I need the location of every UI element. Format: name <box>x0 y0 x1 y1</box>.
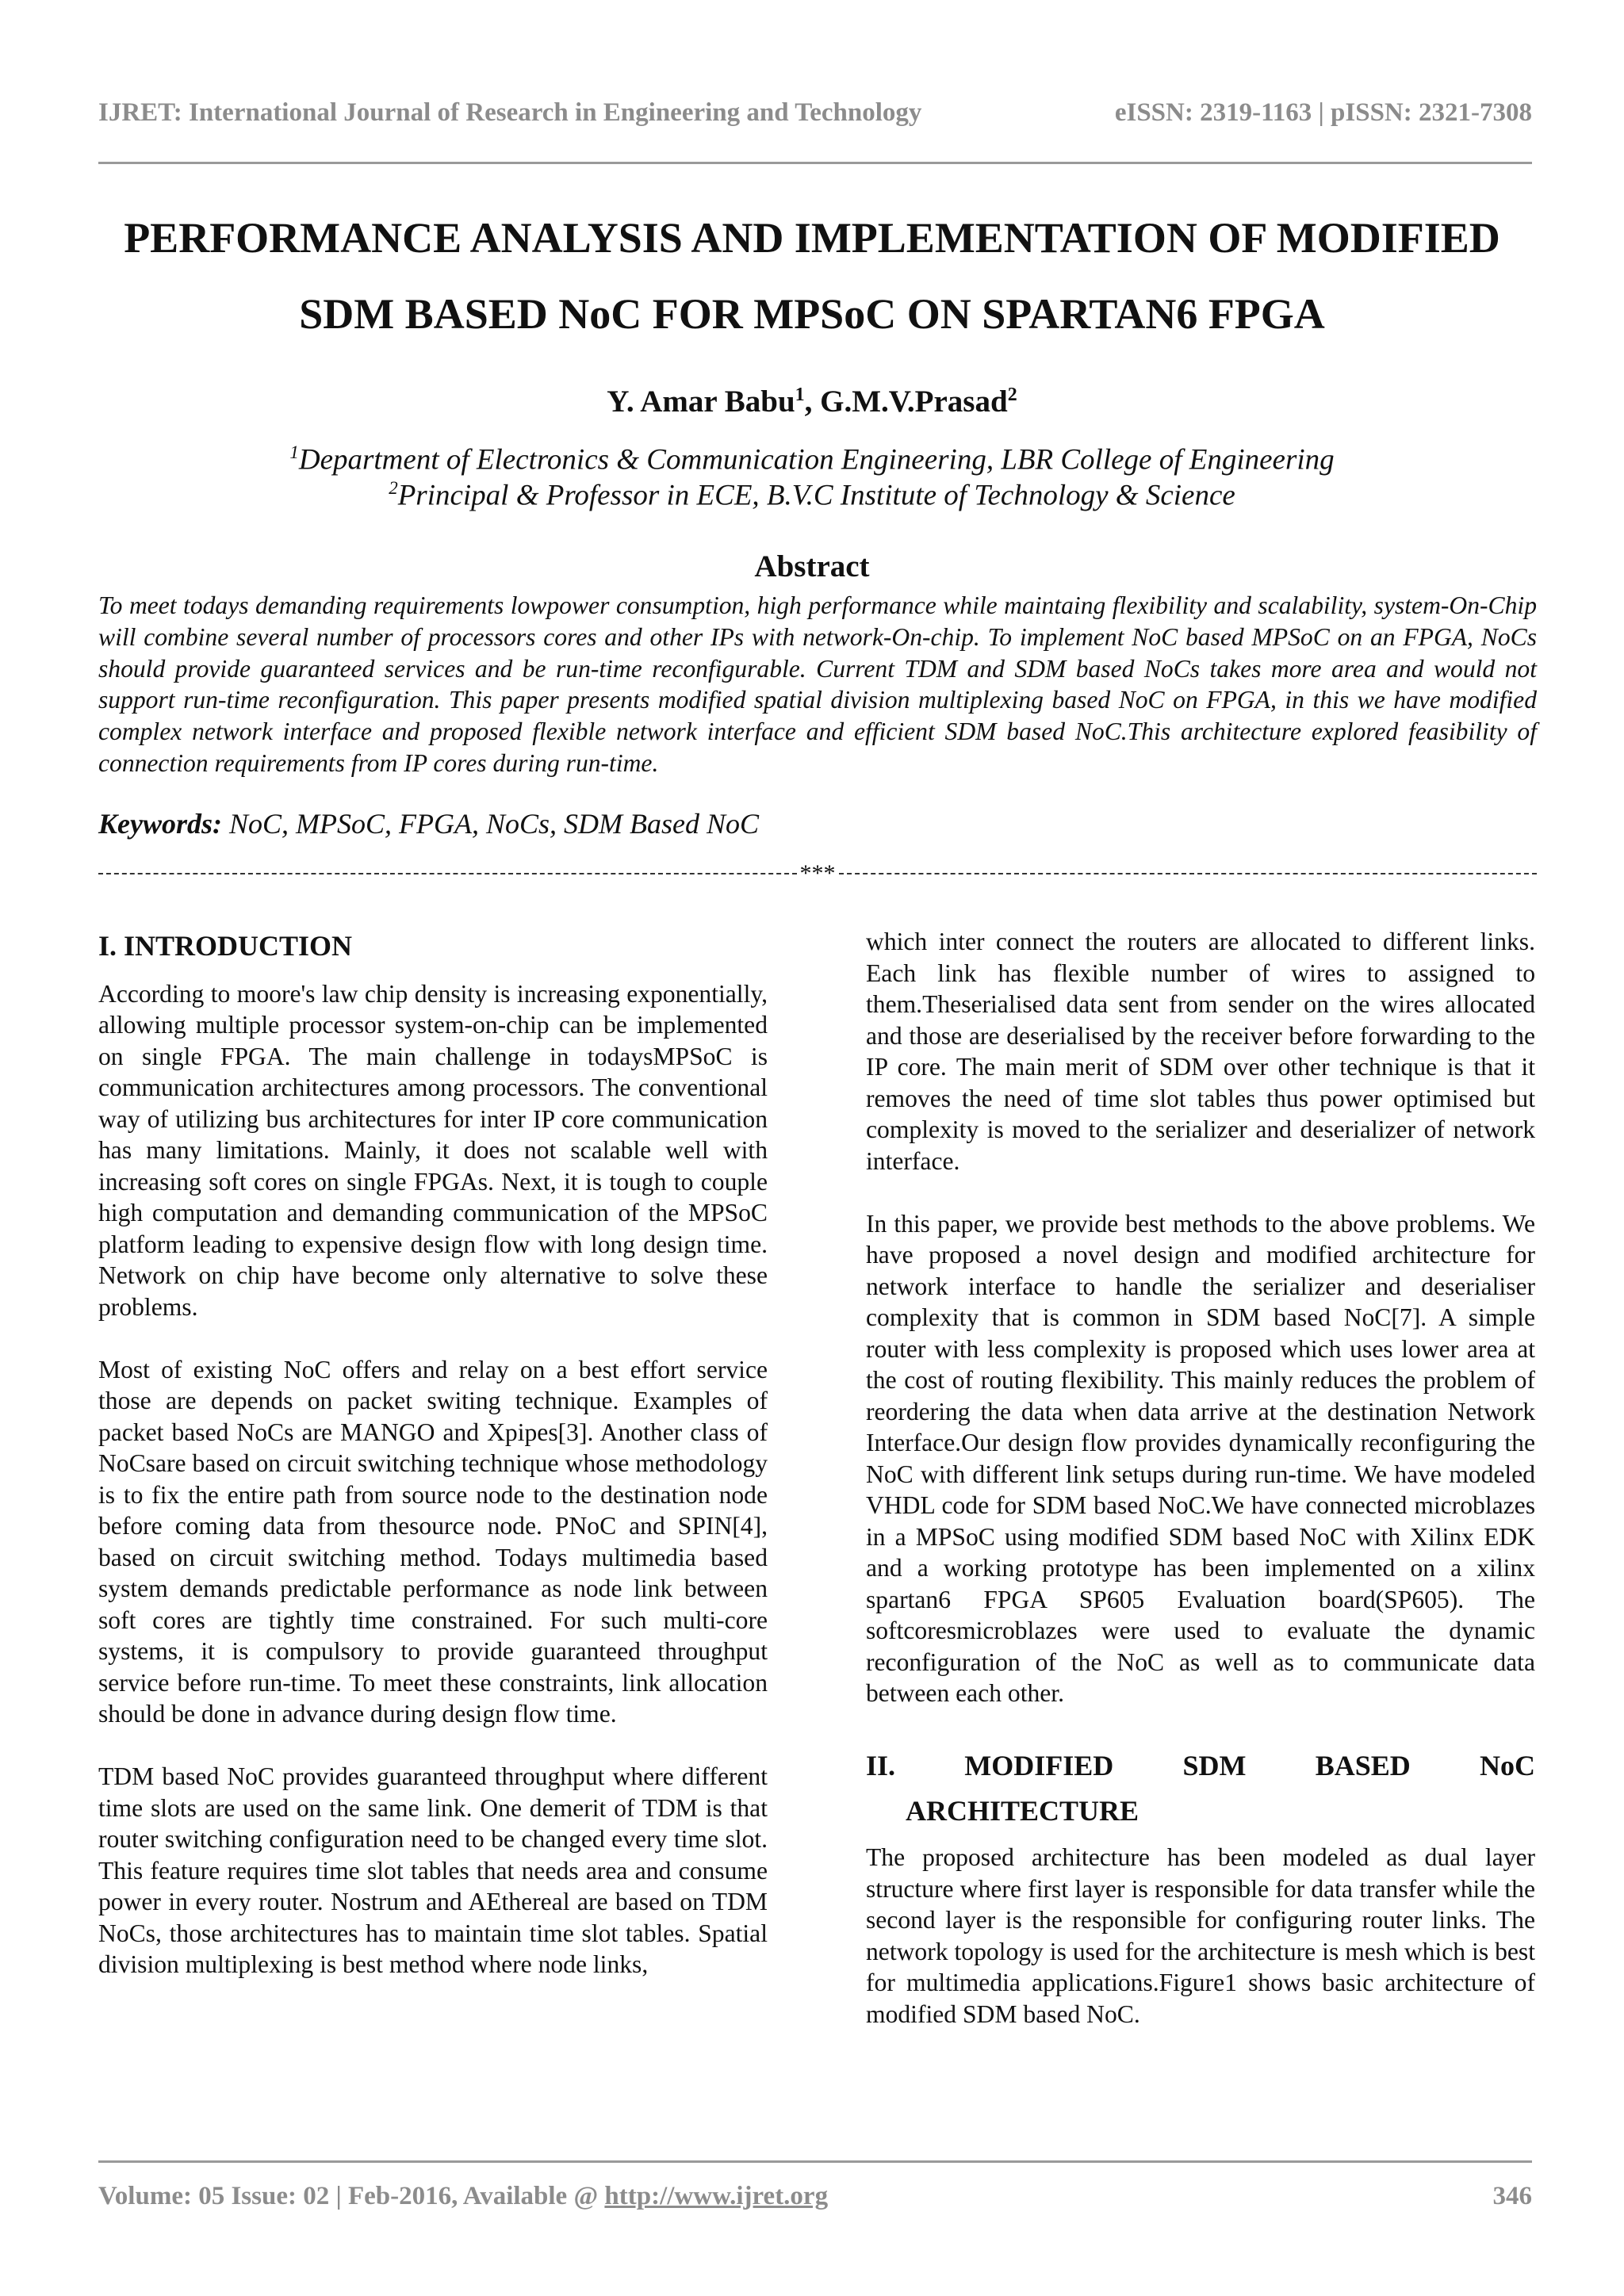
author-separator: , <box>804 385 821 419</box>
affiliation-1 <box>79 442 1545 476</box>
paper-title <box>79 200 1545 352</box>
affiliation-1-mark: 1 <box>289 442 299 462</box>
section-1-heading: I. INTRODUCTION <box>98 930 353 962</box>
author-list <box>79 384 1545 419</box>
section-2-paragraph-1: The proposed architecture has been modeled as dual layer structure where first layer is responsible for data transfer while the second layer is the responsible for configuring router links. The network topology is used for the architecture is mesh which is best for multimedia applications.Figure1 shows basic architecture of modified SDM based NoC. <box>866 1843 1535 2028</box>
affiliation-2 <box>79 478 1545 512</box>
right-column <box>866 926 1535 2061</box>
issn-header: eISSN: 2319-1163 | pISSN: 2321-7308 <box>1114 98 1532 127</box>
keywords-label: Keywords: <box>98 808 222 840</box>
abstract-body: To meet todays demanding requirements lowpower consumption, high performance while maintaing flexibility and scalability, system-On-Chip will combine several number of processors cores and other IPs with network-On-chip. To implement NoC based MPSoC on an FPGA, NoCs should provide guaranteed services and be run-time reconfigurable. Current TDM and SDM based NoCs takes more area and would not support run-time reconfiguration. This paper presents modified spatial division multiplexing based NoC on FPGA, in this we have modified complex network interface and proposed flexible network interface and efficient SDM based NoC.This architecture explored feasibility of connection requirements from IP cores during run-time. <box>98 591 1537 777</box>
affiliation-1-text: Department of Electronics & Communication Engineering, LBR College of Engineering <box>298 443 1335 476</box>
section-2-heading-line-2: ARCHITECTURE <box>906 1795 1139 1827</box>
separator-stars: *** <box>799 860 836 886</box>
affiliation-2-mark: 2 <box>389 478 398 498</box>
left-column <box>98 926 768 2011</box>
affiliation-2-text: Principal & Professor in ECE, B.V.C Institute of Technology & Science <box>397 479 1235 512</box>
separator-dash-right <box>839 873 1538 874</box>
section-2-heading-line-1: II. MODIFIED SDM BASED NoC <box>866 1750 1535 1781</box>
title-line-1: PERFORMANCE ANALYSIS AND IMPLEMENTATION OF MODIFIED <box>124 214 1500 262</box>
intro-paragraph-2: Most of existing NoC offers and relay on a best effort service those are depends on packet switing technique. Examples of packet based NoCs are MANGO and Xpipes[3]. Another class of NoCsare based on circuit switching technique whose methodology is to fix the entire path from source node to the destination node before coming data from thesource node. PNoC and SPIN[4], based on circuit switching method. Todays multimedia based system demands predictable performance as node link between soft cores are tightly time constrained. For such multi-core systems, it is compulsory to provide guaranteed throughput service before run-time. To meet these constraints, link allocation should be done in advance during design flow time. <box>98 1355 768 1728</box>
header-rule <box>98 162 1532 164</box>
author-1: Y. Amar Babu <box>607 385 795 419</box>
separator-dash-left <box>98 873 797 874</box>
footer-volume-text: Volume: 05 Issue: 02 | Feb-2016, Available @ <box>98 2182 605 2210</box>
page-number: 346 <box>1492 2182 1532 2210</box>
abstract-heading: Abstract <box>754 549 870 584</box>
title-line-2: SDM BASED NoC FOR MPSoC ON SPARTAN6 FPGA <box>299 290 1325 338</box>
journal-header: IJRET: International Journal of Research in Engineering and Technology <box>98 98 922 127</box>
intro-paragraph-1: According to moore's law chip density is increasing exponentially, allowing multiple processor system-on-chip can be implemented on single FPGA. The main challenge in todaysMPSoC is communication architectures among processors. The conventional way of utilizing bus architectures for inter IP core communication has many limitations. Mainly, it does not scalable well with increasing soft cores on single FPGAs. Next, it is tough to couple high computation and demanding communication of the MPSoC platform leading to expensive design flow with long design time. Network on chip have become only alternative to solve these problems. <box>98 979 768 1321</box>
author-2: G.M.V.Prasad <box>820 385 1008 419</box>
intro-paragraph-3: TDM based NoC provides guaranteed throughput where different time slots are used on the same link. One demerit of TDM is that router switching configuration need to be changed every time slot. This feature requires time slot tables that needs area and consume power in every router. Nostrum and AEthereal are based on TDM NoCs, those architectures has to maintain time slot tables. Spatial division multiplexing is best method where node links, <box>98 1762 768 1978</box>
keywords-text: NoC, MPSoC, FPGA, NoCs, SDM Based NoC <box>222 808 760 840</box>
footer-journal-link[interactable]: http://www.ijret.org <box>604 2182 829 2210</box>
intro-paragraph-4: which inter connect the routers are allocated to different links. Each link has flexible number of wires to assigned to them.Theserialised data sent from sender on the wires allocated and those are deserialised by the receiver before forwarding to the IP core. The main merit of SDM over other technique is that it removes the need of time slot tables thus power optimised but complexity is moved to the serializer and deserializer of network interface. <box>866 928 1535 1175</box>
keywords <box>98 807 759 840</box>
author-1-affil-mark: 1 <box>795 385 805 405</box>
intro-paragraph-5: In this paper, we provide best methods to the above problems. We have proposed a novel design and modified architecture for network interface to handle the serializer and deserialiser complexity that is common in SDM based NoC[7]. A simple router with less complexity is proposed which uses lower area at the cost of routing flexibility. This mainly reduces the problem of reordering the data when data arrive at the destination Network Interface.Our design flow provides dynamically reconfiguring the NoC with different link setups during run-time. We have modeled VHDL code for SDM based NoC.We have connected microblazes in a MPSoC using modified SDM based NoC with Xilinx EDK and a working prototype has been implemented on a xilinx spartan6 FPGA SP605 Evaluation board(SP605). The softcoresmicroblazes were used to evaluate the dynamic reconfiguration of the NoC as well as to communicate data between each other. <box>866 1209 1535 1707</box>
footer-rule <box>98 2160 1532 2163</box>
section-separator <box>98 860 1537 887</box>
footer-volume-info <box>98 2182 828 2211</box>
author-2-affil-mark: 2 <box>1007 385 1017 405</box>
